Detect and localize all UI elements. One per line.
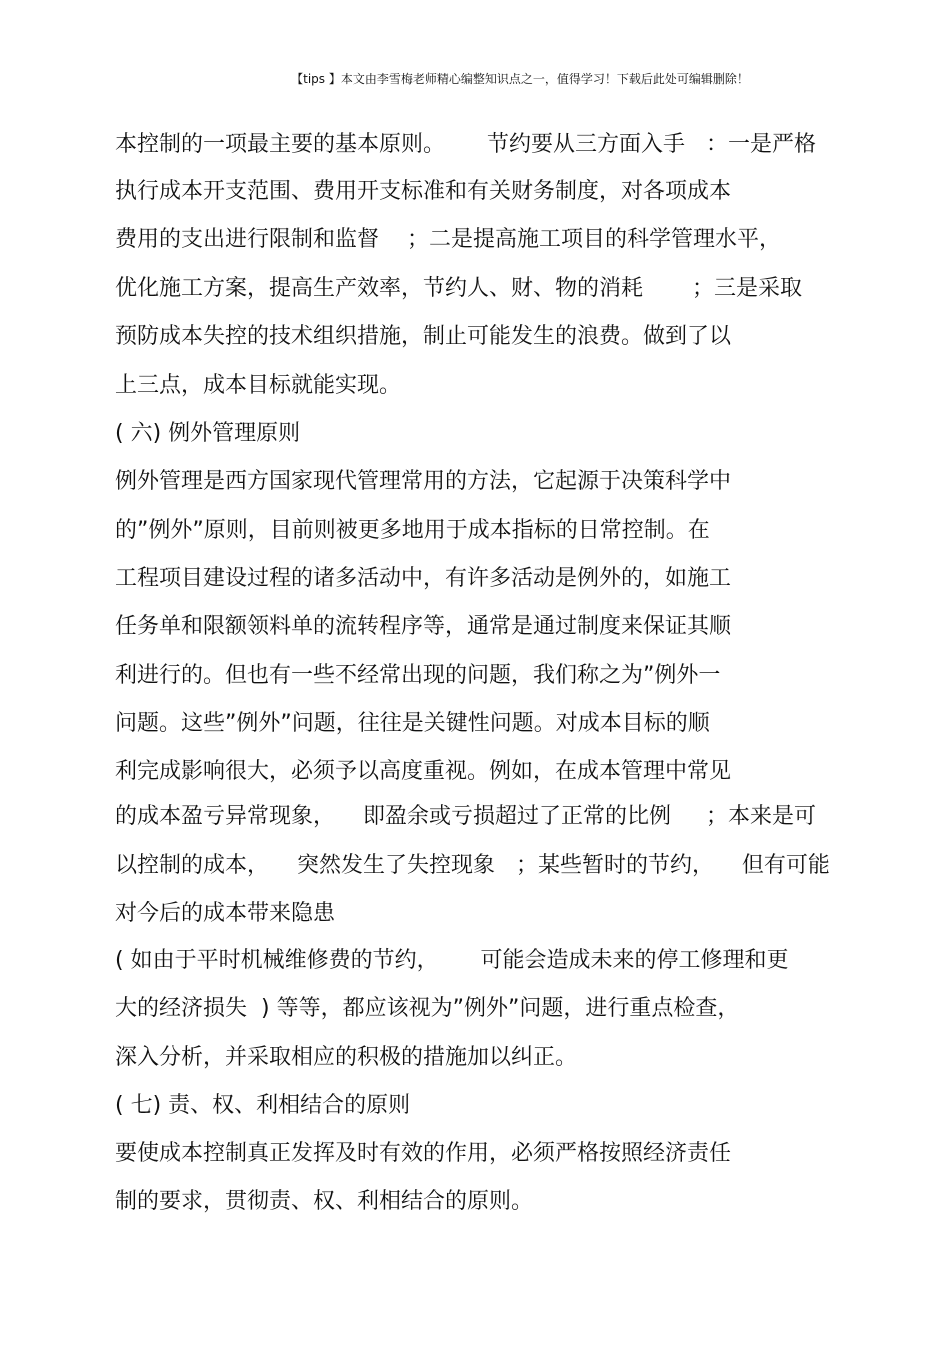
text-line: 对今后的成本带来隐患 — [115, 901, 336, 926]
text-line: 预防成本失控的技术组织措施，制止可能发生的浪费。做到了以 — [115, 324, 732, 349]
text-line: 上三点，成本目标就能实现。 — [115, 373, 402, 398]
text-line: 以控制的成本， 突然发生了失控现象 ；某些暂时的节约， 但有可能 — [115, 853, 830, 878]
text-line: 的”例外”原则，目前则被更多地用于成本指标的日常控制。在 — [115, 518, 710, 543]
text-line: 本控制的一项最主要的基本原则。 节约要从三方面入手 ：一是严格 — [115, 132, 816, 157]
text-line: ( 如由于平时机械维修费的节约， 可能会造成未来的停工修理和更 — [115, 948, 789, 973]
text-line: 问题。这些”例外”问题，往往是关键性问题。对成本目标的顺 — [115, 711, 710, 736]
text-line: 工程项目建设过程的诸多活动中，有许多活动是例外的，如施工 — [115, 566, 732, 591]
text-line: 任务单和限额领料单的流转程序等，通常是通过制度来保证其顺 — [115, 614, 732, 639]
section-heading: ( 七) 责、权、利相结合的原则 — [115, 1093, 411, 1118]
text-line: 优化施工方案，提高生产效率，节约人、财、物的消耗 ；三是采取 — [115, 276, 802, 301]
text-line: 例外管理是西方国家现代管理常用的方法，它起源于决策科学中 — [115, 469, 732, 494]
text-line: 大的经济损失 ) 等等，都应该视为”例外”问题，进行重点检查， — [115, 996, 740, 1021]
text-line: 利完成影响很大，必须予以高度重视。例如，在成本管理中常见 — [115, 759, 732, 784]
header-tip-note: 【tips 】本文由李雪梅老师精心编整知识点之一，值得学习！下载后此处可编辑删除！ — [291, 72, 749, 86]
text-line: 制的要求，贯彻责、权、利相结合的原则。 — [115, 1189, 534, 1214]
text-line: 要使成本控制真正发挥及时有效的作用，必须严格按照经济责任 — [115, 1141, 732, 1166]
text-line: 深入分析，并采取相应的积极的措施加以纠正。 — [115, 1045, 578, 1070]
text-line: 费用的支出进行限制和监督 ；二是提高施工项目的科学管理水平， — [115, 227, 781, 252]
text-line: 的成本盈亏异常现象， 即盈余或亏损超过了正常的比例 ；本来是可 — [115, 804, 816, 829]
text-line: 执行成本开支范围、费用开支标准和有关财务制度，对各项成本 — [115, 179, 732, 204]
text-line: 利进行的。但也有一些不经常出现的问题，我们称之为”例外一 — [115, 663, 721, 688]
section-heading: ( 六) 例外管理原则 — [115, 421, 301, 446]
